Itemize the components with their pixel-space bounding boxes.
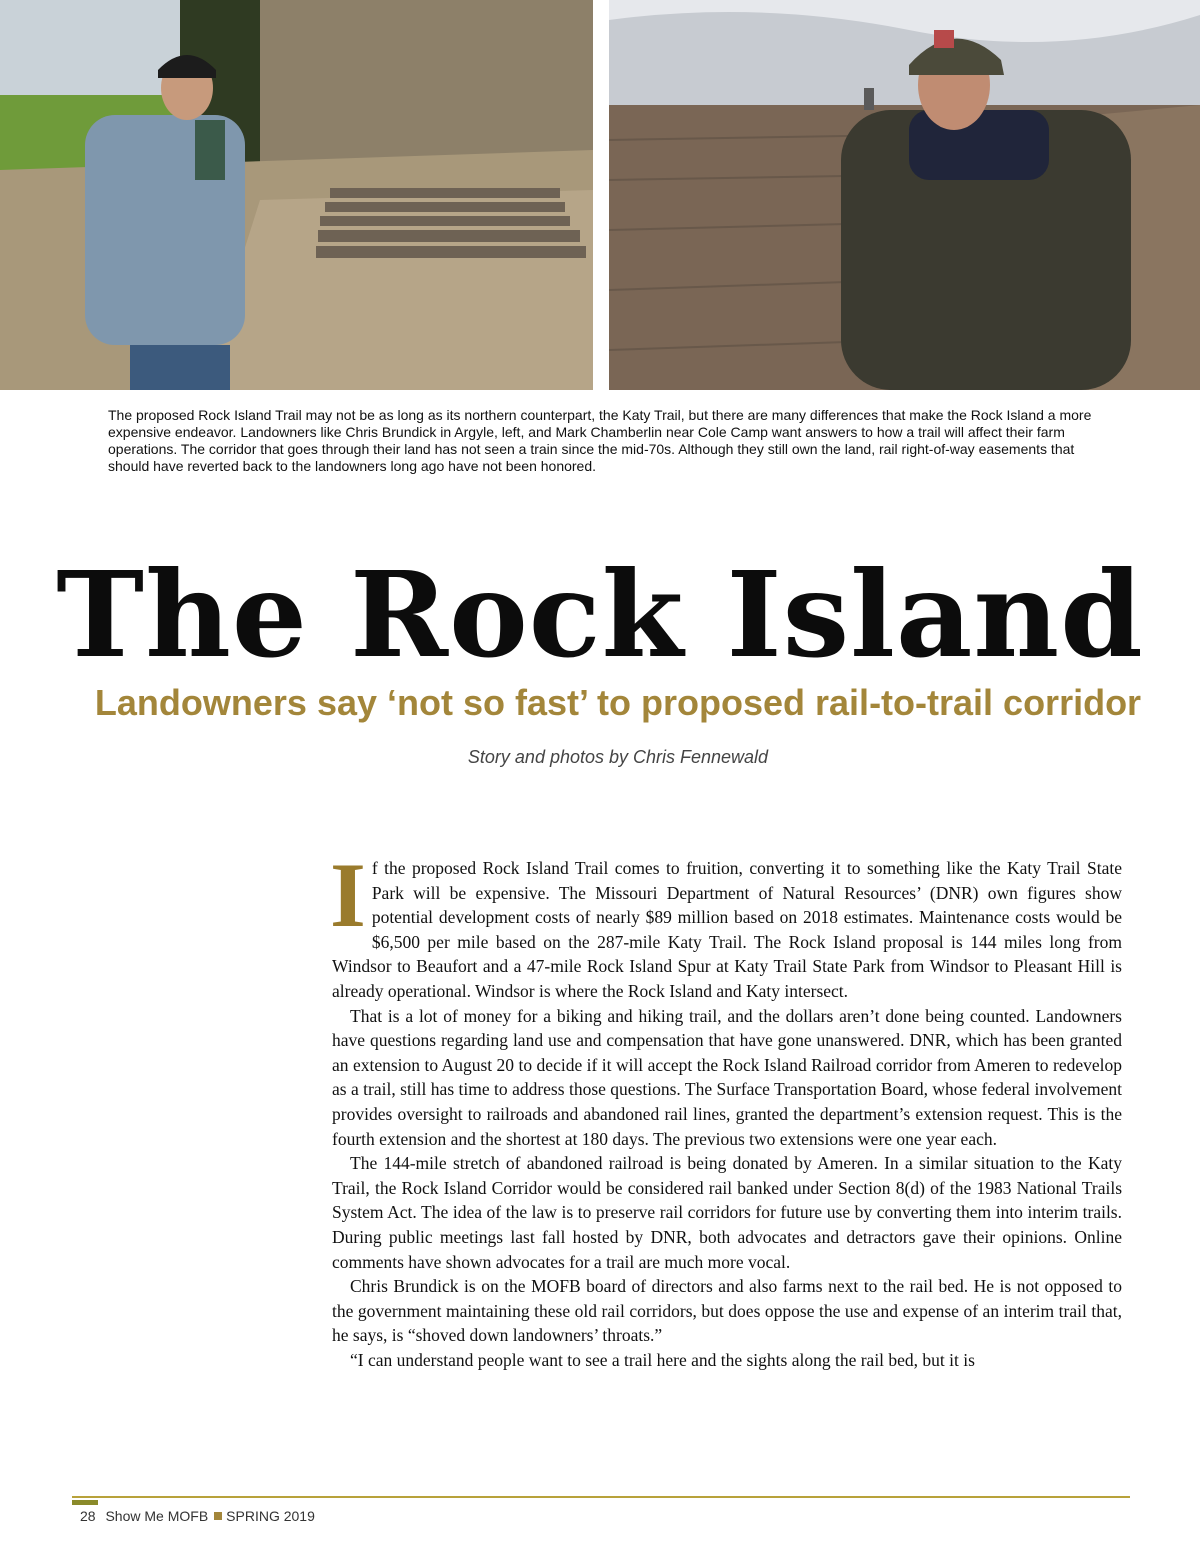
page-number: 28 — [80, 1508, 96, 1524]
article-paragraph — [330, 844, 1122, 1004]
article-body — [330, 844, 1122, 1372]
paragraph-text: f the proposed Rock Island Trail comes to fruition, converting it to something like the Katy Trail State Park will be expensive. The Missouri Department of Natural Resources’ (DNR) own figures show potential development costs of nearly $89 million based on 2018 estimates. Maintenance costs would be $6,500 per mile based on the 287-mile Katy Trail. The Rock Island proposal is 144 miles long from Windsor to Beaufort and a 47-mile Rock Island Spur at Katy Trail State Park from Windsor to Pleasant Hill is already operational. Windsor is where the Rock Island and Katy intersect. — [332, 858, 1122, 1001]
article-subheadline: Landowners say ‘not so fast’ to proposed rail-to-trail corridor — [94, 682, 1142, 723]
separator-square — [214, 1512, 222, 1520]
article-paragraph: “I can understand people want to see a trail here and the sights along the rail bed, but it is — [350, 1349, 975, 1370]
article-paragraph: The 144-mile stretch of abandoned railroad is being donated by Ameren. In a similar situation to the Katy Trail, the Rock Island Corridor would be considered rail banked under Section 8(d) of the 1983 National Trails System Act. The idea of the law is to preserve rail corridors for future use by converting them into interim trails. During public meetings last fall hosted by DNR, both advocates and detractors gave their opinions. Online comments have shown advocates for a trail are much more vocal. — [332, 1153, 1122, 1272]
photo-caption: The proposed Rock Island Trail may not be as long as its northern counterpart, the Katy Trail, but there are many differences that make the Rock Island a more expensive endeavor. Landowners like Chris Brundick in Argyle, left, and Mark Chamberlin near Cole Camp want answers to how a trail will affect their farm operations. The corridor that goes through their land has not seen a train since the mid-70s. Although they still own the land, rail right-of-way easements that should have reverted back to the landowners long ago have not been honored. — [108, 407, 1092, 474]
drop-cap: I — [330, 844, 366, 946]
article-byline: Story and photos by Chris Fennewald — [467, 747, 769, 767]
page-footer — [80, 1508, 321, 1524]
issue-label: SPRING 2019 — [226, 1508, 315, 1524]
article-headline: The Rock Island — [56, 545, 1144, 684]
footer-tab-marker — [72, 1500, 98, 1505]
publication-name: Show Me MOFB — [105, 1508, 209, 1524]
photo-mark-chamberlin — [609, 0, 1200, 390]
article-paragraph: Chris Brundick is on the MOFB board of directors and also farms next to the rail bed. He is not opposed to the government maintaining these old rail corridors, but does oppose the use and expense of an interim trail that, he says, is “shoved down landowners’ throats.” — [332, 1276, 1122, 1346]
footer-rule — [72, 1496, 1130, 1498]
photo-chris-brundick — [0, 0, 593, 390]
article-paragraph: That is a lot of money for a biking and hiking trail, and the dollars aren’t done being counted. Landowners have questions regarding land use and compensation that have gone unanswered. DNR, which has been granted an extension to August 20 to decide if it will accept the Rock Island Railroad corridor from Ameren to redevelop as a trail, still has time to address those questions. The Surface Transportation Board, whose federal involvement provides oversight to railroads and abandoned rail lines, granted the department’s extension request. This is the fourth extension and the shortest at 180 days. The previous two extensions were one year each. — [332, 1005, 1122, 1149]
